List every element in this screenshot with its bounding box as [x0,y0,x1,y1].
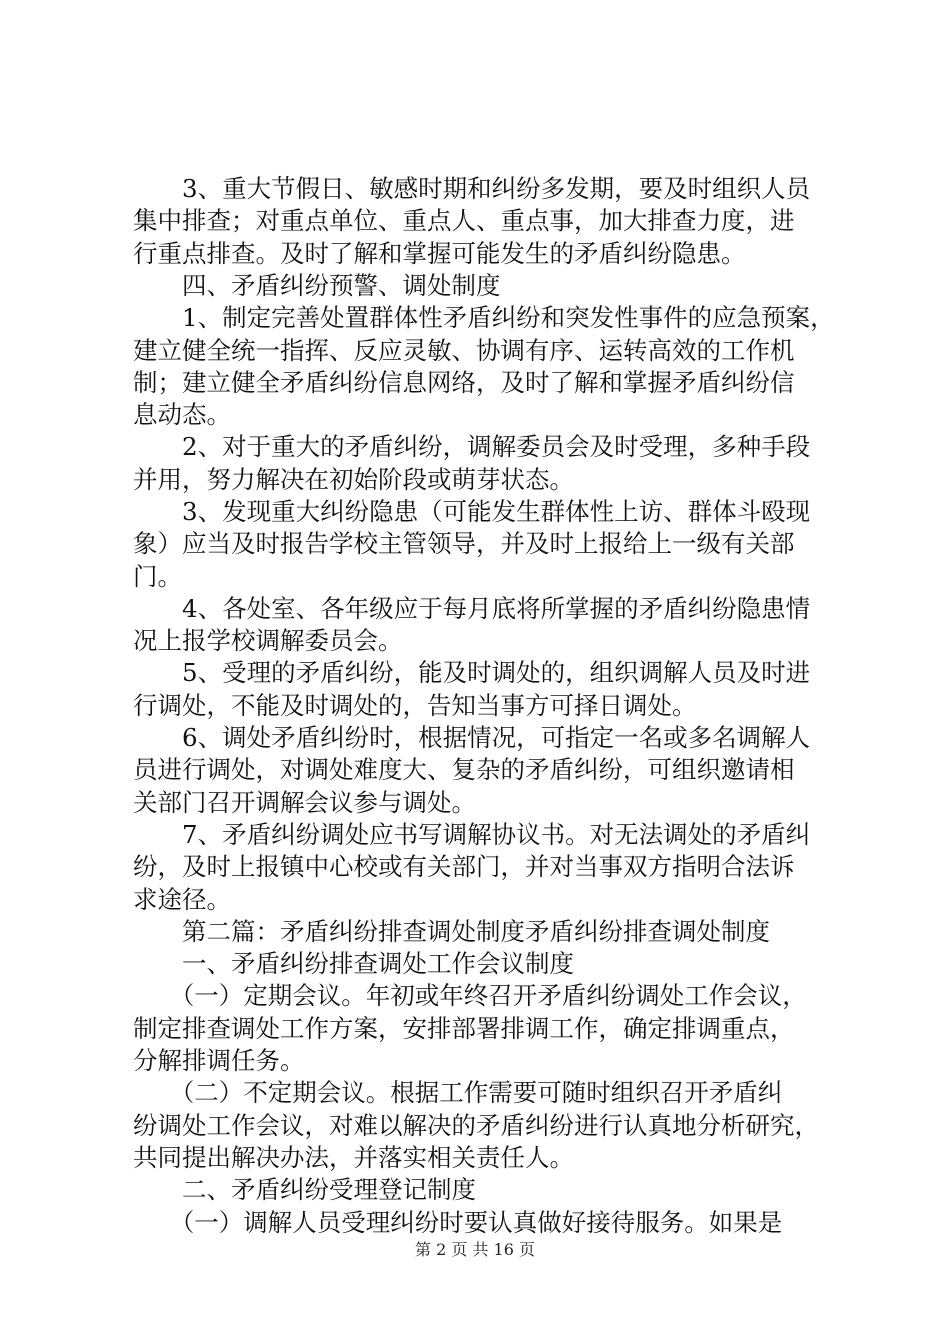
document-line: 四、矛盾纠纷预警、调处制度 [133,271,501,300]
document-line: 5、受理的矛盾纠纷，能及时调处的，组织调解人员及时进 [133,658,811,687]
document-line: 纷调处工作会议，对难以解决的矛盾纠纷进行认真地分析研究， [133,1111,819,1140]
document-line: （一）调解人员受理纠纷时要认真做好接待服务。如果是 [133,1208,783,1237]
page-footer: 第 2 页 共 16 页 [415,1240,535,1259]
document-line: 制；建立健全矛盾纠纷信息网络，及时了解和掌握矛盾纠纷信 [133,368,795,397]
document-line: 纷，及时上报镇中心校或有关部门，并对当事双方指明合法诉 [133,852,795,881]
document-line: 关部门召开调解会议参与调处。 [133,788,476,817]
document-line: 7、矛盾纠纷调处应书写调解协议书。对无法调处的矛盾纠 [133,820,811,849]
document-line: 6、调处矛盾纠纷时，根据情况，可指定一名或多名调解人 [133,723,811,752]
document-line: 并用，努力解决在初始阶段或萌芽状态。 [133,465,574,494]
document-line: （一）定期会议。年初或年终召开矛盾纠纷调处工作会议， [133,981,807,1010]
document-line: 分解排调任务。 [133,1046,305,1075]
document-line: 况上报学校调解委员会。 [133,626,403,655]
document-line: 共同提出解决办法，并落实相关责任人。 [133,1143,574,1172]
document-line: 象）应当及时报告学校主管领导，并及时上报给上一级有关部 [133,529,795,558]
document-line: 制定排查调处工作方案，安排部署排调工作，确定排调重点， [133,1014,795,1043]
document-line: 集中排查；对重点单位、重点人、重点事，加大排查力度，进 [133,206,795,235]
document-line: 行调处，不能及时调处的，告知当事方可择日调处。 [133,691,697,720]
document-line: 第二篇：矛盾纠纷排查调处制度矛盾纠纷排查调处制度 [133,917,770,946]
document-line: 息动态。 [133,400,231,429]
document-line: 4、各处室、各年级应于每月底将所掌握的矛盾纠纷隐患情 [133,594,811,623]
document-line: 2、对于重大的矛盾纠纷，调解委员会及时受理，多种手段 [133,432,811,461]
document-line: 行重点排查。及时了解和掌握可能发生的矛盾纠纷隐患。 [133,239,746,268]
document-line: 1、制定完善处置群体性矛盾纠纷和突发性事件的应急预案， [133,303,835,332]
document-line: 员进行调处，对调处难度大、复杂的矛盾纠纷，可组织邀请相 [133,755,795,784]
document-line: 二、矛盾纠纷受理登记制度 [133,1175,476,1204]
document-line: 建立健全统一指挥、反应灵敏、协调有序、运转高效的工作机 [133,336,795,365]
document-line: 一、矛盾纠纷排查调处工作会议制度 [133,949,574,978]
document-line: 门。 [133,562,182,591]
document-line: （二）不定期会议。根据工作需要可随时组织召开矛盾纠 [133,1078,783,1107]
document-line: 求途径。 [133,885,231,914]
document-line: 3、发现重大纠纷隐患（可能发生群体性上访、群体斗殴现 [133,497,811,526]
document-line: 3、重大节假日、敏感时期和纠纷多发期，要及时组织人员 [133,174,811,203]
